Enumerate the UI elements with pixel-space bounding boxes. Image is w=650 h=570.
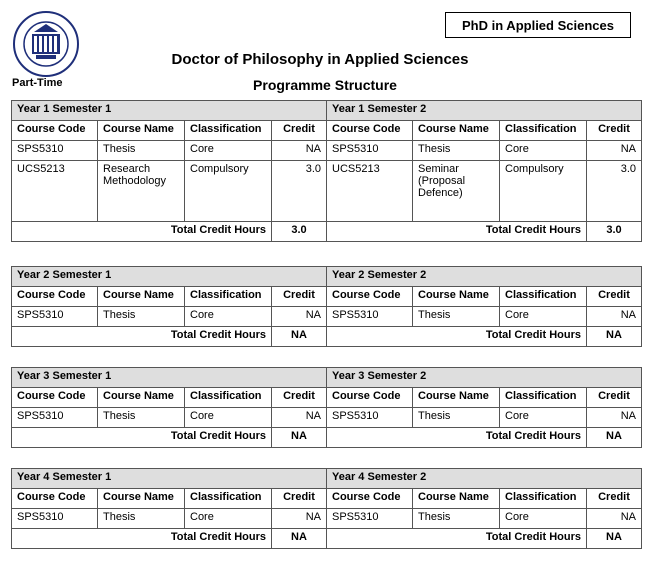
- semester-table: [11, 367, 642, 448]
- table-row: [12, 408, 642, 428]
- course-name-cell: Seminar (Proposal Defence): [413, 161, 500, 222]
- year-4-block: [11, 468, 641, 549]
- column-header: Course Name: [98, 388, 185, 408]
- column-header: Course Code: [327, 489, 413, 509]
- credit-cell: NA: [587, 307, 642, 327]
- course-code-cell: UCS5213: [327, 161, 413, 222]
- course-code-cell: SPS5310: [12, 408, 98, 428]
- column-header: Classification: [500, 121, 587, 141]
- course-name-cell: Thesis: [98, 509, 185, 529]
- semester-table: [11, 266, 642, 347]
- year-2-block: [11, 266, 641, 347]
- column-header: Credit: [587, 287, 642, 307]
- year-3-block: [11, 367, 641, 448]
- semester-title: Year 2 Semester 2: [327, 267, 642, 287]
- table-row: [12, 161, 642, 222]
- column-header: Course Code: [12, 489, 98, 509]
- table-row: [12, 509, 642, 529]
- classification-cell: Core: [500, 307, 587, 327]
- column-header: Course Code: [327, 121, 413, 141]
- page-title: Doctor of Philosophy in Applied Sciences: [171, 51, 469, 68]
- column-header: Credit: [587, 489, 642, 509]
- course-name-cell: Thesis: [98, 141, 185, 161]
- column-header: Course Name: [413, 489, 500, 509]
- column-header: Course Code: [12, 388, 98, 408]
- classification-cell: Core: [185, 509, 272, 529]
- column-header: Classification: [185, 121, 272, 141]
- credit-cell: NA: [587, 141, 642, 161]
- semester-title: Year 2 Semester 1: [12, 267, 327, 287]
- programme-badge: PhD in Applied Sciences: [445, 12, 631, 38]
- total-credit-value: NA: [272, 428, 327, 448]
- course-name-cell: Thesis: [413, 509, 500, 529]
- column-header: Course Name: [413, 121, 500, 141]
- total-credit-value: 3.0: [587, 222, 642, 242]
- semester-title: Year 3 Semester 2: [327, 368, 642, 388]
- course-code-cell: SPS5310: [327, 509, 413, 529]
- page-subtitle: Programme Structure: [253, 77, 397, 93]
- course-name-cell: Thesis: [98, 307, 185, 327]
- course-code-cell: SPS5310: [12, 307, 98, 327]
- course-name-cell: Thesis: [98, 408, 185, 428]
- column-header: Credit: [272, 121, 327, 141]
- credit-cell: 3.0: [272, 161, 327, 222]
- column-header: Credit: [587, 121, 642, 141]
- course-name-cell: Research Methodology: [98, 161, 185, 222]
- classification-cell: Core: [185, 141, 272, 161]
- semester-title: Year 4 Semester 1: [12, 469, 327, 489]
- course-name-cell: Thesis: [413, 141, 500, 161]
- course-name-cell: Thesis: [413, 408, 500, 428]
- total-credit-label: Total Credit Hours: [327, 327, 587, 347]
- column-header: Credit: [587, 388, 642, 408]
- course-code-cell: SPS5310: [327, 408, 413, 428]
- semester-title: Year 1 Semester 2: [327, 101, 642, 121]
- total-credit-label: Total Credit Hours: [327, 222, 587, 242]
- column-header: Credit: [272, 489, 327, 509]
- course-code-cell: SPS5310: [12, 509, 98, 529]
- table-row: [12, 307, 642, 327]
- credit-cell: NA: [272, 509, 327, 529]
- total-credit-label: Total Credit Hours: [12, 428, 272, 448]
- column-header: Course Code: [327, 287, 413, 307]
- total-credit-label: Total Credit Hours: [12, 327, 272, 347]
- column-header: Credit: [272, 388, 327, 408]
- classification-cell: Compulsory: [185, 161, 272, 222]
- column-header: Course Code: [12, 121, 98, 141]
- course-name-cell: Thesis: [413, 307, 500, 327]
- study-mode-label: Part-Time: [12, 77, 63, 89]
- column-header: Classification: [185, 388, 272, 408]
- semester-title: Year 4 Semester 2: [327, 469, 642, 489]
- classification-cell: Core: [185, 408, 272, 428]
- semester-title: Year 3 Semester 1: [12, 368, 327, 388]
- column-header: Course Name: [413, 388, 500, 408]
- column-header: Course Code: [12, 287, 98, 307]
- credit-cell: NA: [587, 509, 642, 529]
- column-header: Course Name: [98, 489, 185, 509]
- total-credit-label: Total Credit Hours: [12, 222, 272, 242]
- total-credit-value: NA: [587, 428, 642, 448]
- table-row: [12, 141, 642, 161]
- column-header: Classification: [500, 489, 587, 509]
- column-header: Classification: [500, 388, 587, 408]
- column-header: Classification: [185, 287, 272, 307]
- classification-cell: Core: [500, 408, 587, 428]
- column-header: Course Name: [98, 121, 185, 141]
- column-header: Credit: [272, 287, 327, 307]
- classification-cell: Compulsory: [500, 161, 587, 222]
- semester-table: [11, 100, 642, 242]
- column-header: Course Name: [413, 287, 500, 307]
- total-credit-value: NA: [587, 327, 642, 347]
- credit-cell: NA: [272, 141, 327, 161]
- total-credit-value: 3.0: [272, 222, 327, 242]
- total-credit-value: NA: [272, 529, 327, 549]
- total-credit-label: Total Credit Hours: [327, 529, 587, 549]
- total-credit-value: NA: [587, 529, 642, 549]
- year-1-block: [11, 100, 641, 242]
- total-credit-value: NA: [272, 327, 327, 347]
- classification-cell: Core: [185, 307, 272, 327]
- credit-cell: 3.0: [587, 161, 642, 222]
- semester-table: [11, 468, 642, 549]
- classification-cell: Core: [500, 141, 587, 161]
- classification-cell: Core: [500, 509, 587, 529]
- credit-cell: NA: [587, 408, 642, 428]
- column-header: Course Name: [98, 287, 185, 307]
- course-code-cell: SPS5310: [327, 141, 413, 161]
- semester-title: Year 1 Semester 1: [12, 101, 327, 121]
- column-header: Classification: [185, 489, 272, 509]
- course-code-cell: SPS5310: [327, 307, 413, 327]
- credit-cell: NA: [272, 307, 327, 327]
- total-credit-label: Total Credit Hours: [12, 529, 272, 549]
- credit-cell: NA: [272, 408, 327, 428]
- column-header: Classification: [500, 287, 587, 307]
- course-code-cell: UCS5213: [12, 161, 98, 222]
- column-header: Course Code: [327, 388, 413, 408]
- total-credit-label: Total Credit Hours: [327, 428, 587, 448]
- course-code-cell: SPS5310: [12, 141, 98, 161]
